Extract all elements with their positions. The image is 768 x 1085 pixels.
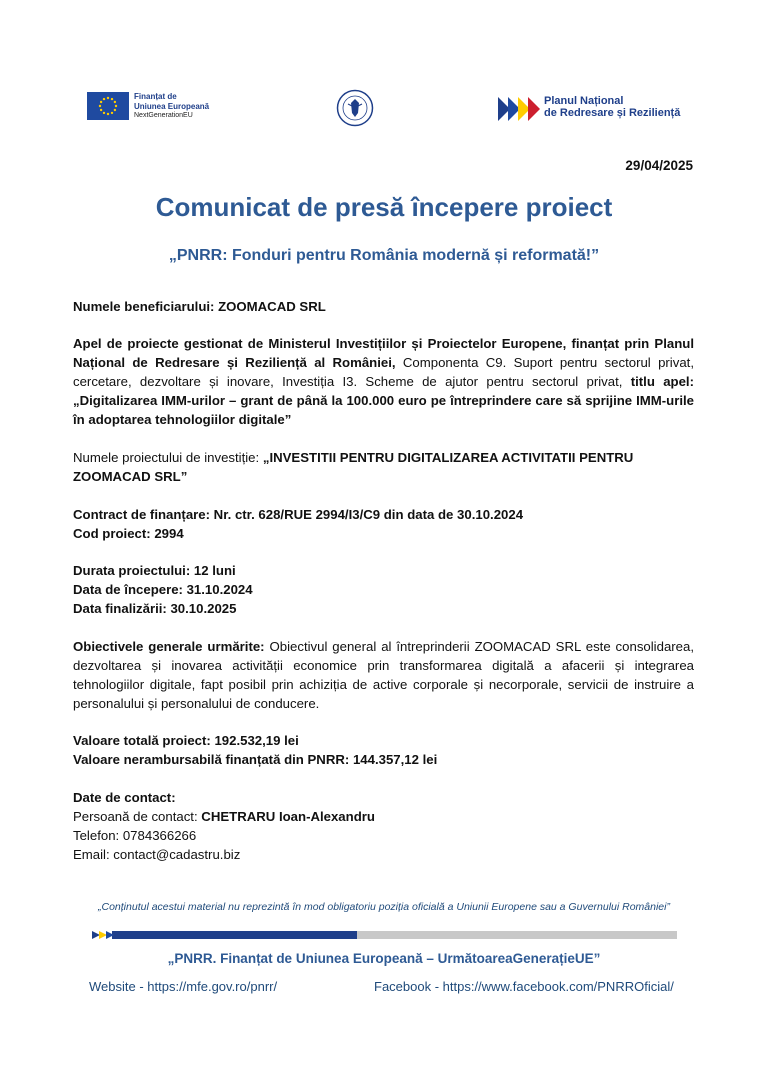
contact-heading: Date de contact: xyxy=(73,790,176,805)
pnrr-logo xyxy=(498,95,688,123)
footer-slogan: „PNRR. Finanțat de Uniunea Europeană – UrmătoareaGenerațieUE” xyxy=(167,951,601,966)
website-link[interactable]: Website - https://mfe.gov.ro/pnrr/ xyxy=(89,979,278,994)
project-name: Numele proiectului de investiție: „INVESTITII PENTRU DIGITALIZAREA ACTIVITATII PENTRU ZOOMACAD SRL” xyxy=(73,450,634,484)
footer-divider-bar xyxy=(92,931,677,939)
eu-logo-line3: NextGenerationEU xyxy=(134,112,193,119)
pnrr-logo-line1: Planul Național xyxy=(544,95,624,107)
eu-flag-icon xyxy=(87,92,129,120)
page-title: Comunicat de presă începere proiect xyxy=(155,192,613,222)
pnrr-arrows-icon xyxy=(498,97,540,121)
contact-person: Persoană de contact: CHETRARU Ioan-Alexandru xyxy=(73,809,375,824)
project-timeline: Durata proiectului: 12 luni Data de începere: 31.10.2024 Data finalizării: 30.10.2025 xyxy=(73,563,253,616)
eu-funding-logo xyxy=(87,92,247,124)
facebook-link[interactable]: Facebook - https://www.facebook.com/PNRROficial/ xyxy=(374,979,674,994)
footer-disclaimer: „Conținutul acestui material nu reprezintă în mod obligatoriu poziția oficială a Uniunii Europene sau a Guvernului României” xyxy=(98,901,670,913)
eu-logo-line2: Uniunea Europeană xyxy=(134,101,210,111)
contact-phone: Telefon: 0784366266 xyxy=(73,828,197,843)
page-subtitle: „PNRR: Fonduri pentru România modernă și reformată!” xyxy=(168,247,600,264)
call-paragraph xyxy=(73,334,694,429)
beneficiary: Numele beneficiarului: ZOOMACAD SRL xyxy=(73,299,326,314)
call-intro: Apel de proiecte gestionat de Ministerul Investițiilor și Proiectelor Europene, finanțat prin Planul Național de Redresare și Reziliență al României, xyxy=(73,336,694,370)
project-values: Valoare totală proiect: 192.532,19 lei Valoare nerambursabilă finanțată din PNRR: 144.357,12 lei xyxy=(73,733,438,767)
document-date: 29/04/2025 xyxy=(625,158,693,173)
romania-government-seal xyxy=(336,89,374,127)
contact-block xyxy=(73,788,694,864)
pnrr-logo-line2: de Redresare și Reziliență xyxy=(544,107,681,119)
call-title: titlu apel: „Digitalizarea IMM-urilor – grant de până la 100.000 euro pe întreprindere care să sprijine IMM-urile în adoptarea tehnologiilor digitale” xyxy=(73,374,694,427)
objectives-paragraph: Obiectivele generale urmărite: Obiectivul general al întreprinderii ZOOMACAD SRL este consolidarea, dezvoltarea și inovarea activității economice prin transformarea digitală a afacerii și integrarea tehnologiilor digitale, fapt posibil prin achiziția de active corporale și necorporale, servicii de instruire a personalului și personalului de conducere. xyxy=(73,639,695,711)
eu-logo-line1: Finanțat de xyxy=(134,92,177,101)
contact-email[interactable]: Email: contact@cadastru.biz xyxy=(73,847,241,862)
contract-info: Contract de finanțare: Nr. ctr. 628/RUE 2994/I3/C9 din data de 30.10.2024 Cod proiect: 2994 xyxy=(73,507,524,541)
call-details: Componenta C9. Suport pentru sectorul privat, cercetare, dezvoltare și inovare, Investiția I3. Scheme de ajutor pentru sectorul privat, xyxy=(73,355,694,389)
